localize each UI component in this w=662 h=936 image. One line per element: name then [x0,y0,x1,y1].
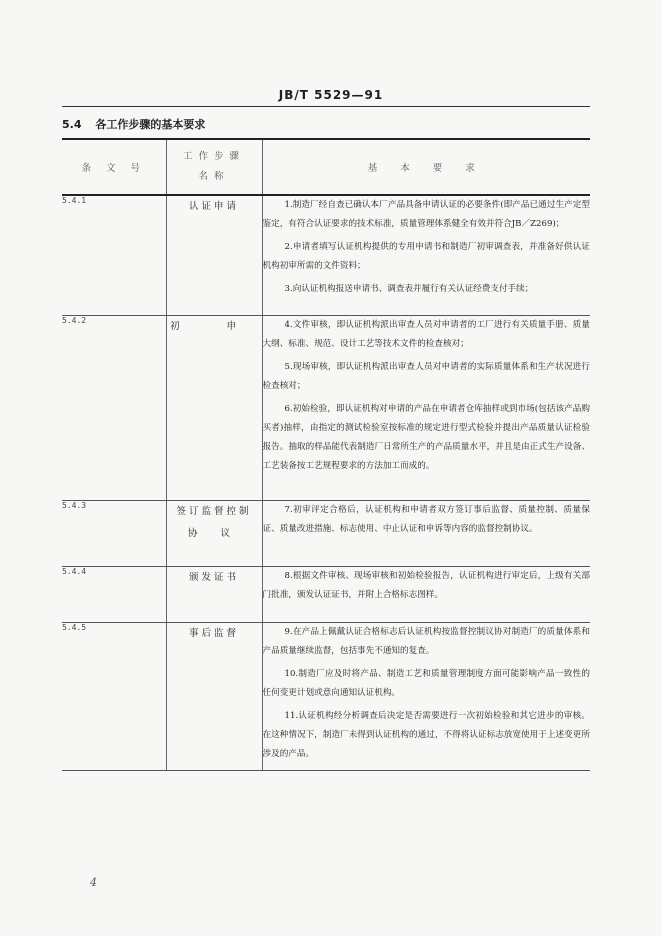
section-number: 5.4 [62,118,82,131]
step-name: 颁发证书 [166,566,262,622]
requirement-item: 4.文件审核，即认证机构派出审查人员对申请者的工厂进行有关质量手册、质量大纲、标准、规范、设计工艺等技术文件的检查核对； [262,319,590,349]
requirement-item: 3.向认证机构报送申请书、调查表并履行有关认证经费支付手续； [284,284,534,294]
table-row [62,500,590,566]
requirement-item: 5.现场审核，即认证机构派出审查人员对申请者的实际质量体系和生产状况进行检查核对； [262,361,590,391]
table-row [62,315,590,500]
step-name: 事后监督 [166,622,262,770]
step-name [166,500,262,566]
clause-number: 5.4.4 [62,566,166,622]
table-row [62,195,590,315]
requirement-item: 8.根据文件审核、现场审核和初始检验报告，认证机构进行审定后，上级有关部门批准，颁发认证证书，并附上合格标志图样。 [262,570,590,600]
section-title: 各工作步骤的基本要求 [95,118,206,131]
column-header-step-line1: 工作步骤 [182,151,245,162]
requirement-item: 6.初始检验，即认证机构对申请的产品在申请者仓库抽样或到市场(包括该产品购买者)抽样，由指定的测试检验室按标准的规定进行型式检验并提出产品质量认证检验报告。抽取的样品能代表制造厂日常所生产的产品质量水平，并且是由正式生产设备、工艺装备按工艺规程要求的方法加工而成的。 [262,403,590,471]
column-header-step [166,139,262,195]
clause-number: 5.4.3 [62,500,166,566]
page-number: 4 [90,876,97,889]
header-rule [62,106,590,107]
step-name: 初 申 [166,315,262,500]
table-header-row [62,139,590,195]
step-name: 认证申请 [166,195,262,315]
step-name-line1: 签订监督控制 [176,505,252,517]
requirement-item: 2.申请者填写认证机构提供的专用申请书和制造厂初审调查表，并准备好供认证机构初审所需的文件资料； [262,242,590,271]
requirement-item: 10.制造厂应及时将产品、制造工艺和质量管理制度方面可能影响产品一致性的任何变更计划或意向通知认证机构。 [262,668,590,698]
column-header-step-line2: 名称 [198,171,230,182]
requirement-item: 7.初审评定合格后，认证机构和申请者双方签订事后监督、质量控制、质量保证、质量改进措施、标志使用、中止认证和申诉等内容的监督控制协议。 [262,504,590,534]
requirement-cell [262,566,590,622]
requirements-table [62,138,590,771]
requirement-cell [262,195,590,315]
clause-number: 5.4.5 [62,622,166,770]
requirement-cell [262,622,590,770]
requirement-cell [262,500,590,566]
requirement-item: 1.制造厂经自查已确认本厂产品具备申请认证的必要条件(即产品已通过生产定型鉴定，有符合认证要求的技术标准，质量管理体系健全有效并符合JB／Z269)； [262,200,590,229]
table-row [62,566,590,622]
document-number: JB/T 5529—91 [278,88,384,102]
requirement-item: 9.在产品上佩戴认证合格标志后认证机构按监督控制议协对制造厂的质量体系和产品质量继续监督，包括事先不通知的复查。 [262,626,590,656]
clause-number: 5.4.1 [62,195,166,315]
requirement-cell [262,315,590,500]
section-heading [62,116,205,132]
column-header-requirements: 基 本 要 求 [262,139,590,195]
requirement-item: 11.认证机构经分析调查后决定是否需要进行一次初始检验和其它进步的审核。在这种情况下，制造厂未得到认证机构的通过，不得将认证标志放宽使用于上述变更所涉及的产品。 [262,710,590,759]
step-name-line2: 协 议 [187,527,241,539]
column-header-clause: 条 文 号 [62,139,166,195]
clause-number: 5.4.2 [62,315,166,500]
table-row [62,622,590,770]
